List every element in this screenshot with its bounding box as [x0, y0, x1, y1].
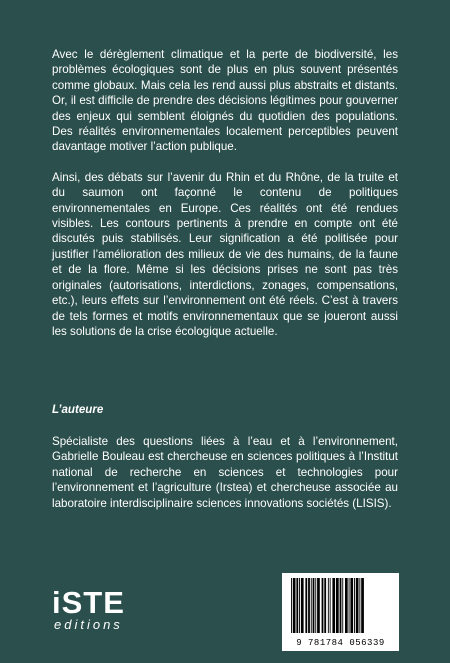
barcode-bar [322, 578, 324, 633]
barcode-bar [330, 578, 331, 633]
barcode-bar [356, 578, 359, 633]
barcode-bar [332, 578, 335, 633]
barcode-bar [308, 578, 310, 633]
barcode-bar [317, 578, 320, 633]
barcode-bar [305, 578, 307, 633]
iste-editions-logo [52, 585, 144, 640]
barcode-bar [359, 578, 360, 633]
barcode-bar [350, 578, 353, 633]
author-heading: L’auteure [52, 403, 104, 416]
barcode-bar [328, 578, 329, 633]
barcode-bar [336, 578, 339, 633]
logo-main-text: iSTE [52, 585, 125, 620]
barcode-bar [315, 578, 316, 633]
barcode-bar [342, 578, 343, 633]
barcode-bar [291, 578, 292, 633]
barcode-bar [324, 578, 326, 633]
barcode-bar [354, 578, 355, 633]
isbn-barcode [282, 573, 399, 651]
barcode-bar [340, 578, 342, 633]
author-bio: Spécialiste des questions liées à l’eau et à l’environnement, Gabrielle Bouleau est chercheuse en sciences politiques à l’Institut national de recherche en sciences et technologies pour l’environnement et l’agriculture (Irstea) et chercheuse associée au laboratoire interdisciplinaire sciences innovations sociétés (LISIS). [52, 435, 398, 510]
barcode-bar [313, 578, 315, 633]
barcode-bar [349, 578, 350, 633]
barcode-bars [282, 573, 399, 635]
description-text [52, 47, 398, 354]
barcode-bar [301, 578, 304, 633]
barcode-bar [293, 578, 296, 633]
barcode-bar [361, 578, 364, 633]
logo-sub-text: editions [54, 617, 123, 632]
barcode-bar [296, 578, 298, 633]
barcode-bar [345, 578, 348, 633]
barcode-bar [311, 578, 312, 633]
description-paragraph-2: Ainsi, des débats sur l’avenir du Rhin et du Rhône, de la truite et du saumon ont façonné le contenu de politiques environnementales en Europe. Ces réalités ont été rendues visibles. Les contours pertinents à prendre en compte ont été discutés puis stabilisés. Leur signification a été politisée pour justifier l’amélioration des milieux de vie des humains, de la faune et de la flore. Même si les décisions prises ne sont pas très originales (autorisations, interdictions, zonages, compensations, etc.), leurs effets sur l’environnement ont été réels. C’est à travers de tels formes et motifs environnementaux que se joueront aussi les solutions de la crise écologique actuelle. [52, 170, 398, 338]
isbn-number: 9 781784 056339 [296, 638, 385, 648]
barcode-bar [299, 578, 300, 633]
description-paragraph-1: Avec le dérèglement climatique et la perte de biodiversité, les problèmes écologiques sont de plus en plus souvent présentés comme globaux. Mais cela les rend aussi plus abstraits et distants. Or, il est difficile de prendre des décisions légitimes pour gouverner des enjeux qui semblent éloignés du quotidien des populations. Des réalités environnementales localement perceptibles peuvent davantage motiver l’action publique. [52, 48, 398, 154]
